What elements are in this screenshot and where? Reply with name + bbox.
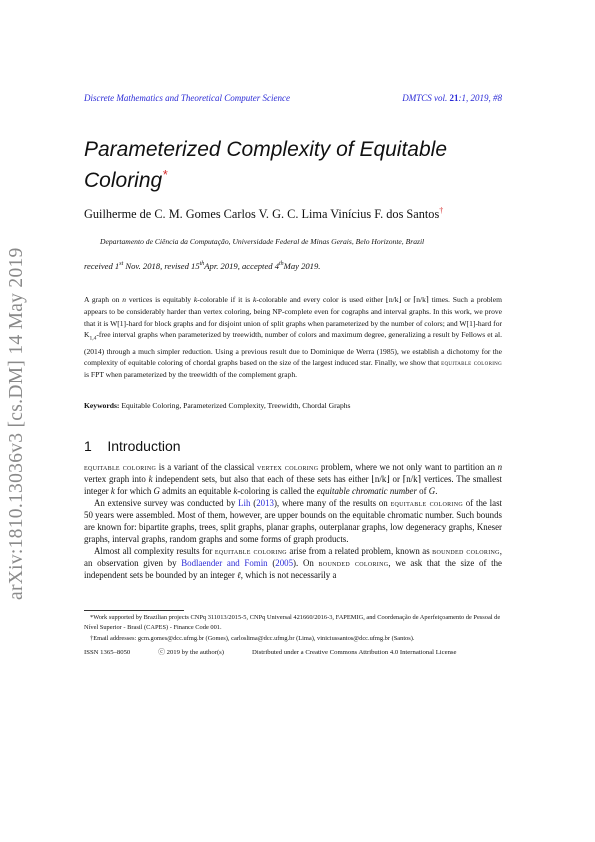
- intro-paragraph-3: Almost all complexity results for equitable coloring arise from a related problem, known as bounded coloring, an observation given by Bodlaender and Fomin (2005). On bounded coloring, we ask that the size of the independent sets be bounded by an integer ℓ, which is not necessarily a: [84, 546, 502, 580]
- title-footnote-mark[interactable]: *: [162, 167, 168, 182]
- footnotes: [84, 613, 502, 644]
- citation-lih-year[interactable]: 2013: [256, 498, 274, 508]
- dates: received 1st Nov. 2018, revised 15thApr. 2019, accepted 4thMay 2019.: [84, 261, 321, 271]
- citation-bodlaender-fomin[interactable]: Bodlaender and Fomin: [181, 558, 268, 568]
- abstract: A graph on n vertices is equitably k-colorable if it is k-colorable and every color is used either ⌊n/k⌋ or ⌈n/k⌉ times. Such a problem appears to be considerably harder than vertex coloring, being NP-complete even for cographs and interval graphs. In this work, we prove that it is W[1]-hard for block graphs and for disjoint union of split graphs when parameterized by the number of colors; and W[1]-hard for $K_{1,4}$-free interval graphs when parameterized by treewidth, number of colors and maximum degree, generalizing a result by Fellows et al. (2014) through a much simpler reduction. Using a previous result due to Dominique de Werra (1985), we establish a dichotomy for the complexity of equitable coloring of chordal graphs based on the size of the largest induced star. Finally, we show that equitable coloring is FPT when parameterized by the treewidth of the complement graph.: [84, 295, 502, 380]
- author-footnote-mark[interactable]: †: [439, 206, 444, 215]
- keywords: Keywords: Equitable Coloring, Parameterized Complexity, Treewidth, Chordal Graphs: [84, 401, 351, 410]
- paper-title: Parameterized Complexity of Equitable Coloring*: [84, 138, 448, 192]
- intro-paragraph-2: An extensive survey was conducted by Lih (2013), where many of the results on equitable coloring of the last 50 years were assembled. Most of them, however, are upper bounds on the equitable chromatic number. Such bounds are known for: bipartite graphs, trees, split graphs, planar graphs, outerplanar graphs, low degeneracy graphs, Kneser graphs, interval graphs, random graphs and some forms of graph products.: [84, 498, 503, 544]
- footnote-funding: *Work supported by Brazilian projects CNPq 311013/2015-5, CNPq Universal 421660/2016-3, FAPEMIG, and Coordenação de Aperfeiçoamento de Pessoal de Nível Superior - Brasil (CAPES) - Finance Code 001.: [84, 614, 501, 632]
- journal-name[interactable]: Discrete Mathematics and Theoretical Computer Science: [84, 93, 291, 103]
- section-heading: 1 Introduction: [84, 438, 181, 454]
- journal-volume[interactable]: DMTCS vol. 21:1, 2019, #8: [402, 93, 502, 103]
- arxiv-stamp: arXiv:1810.13036v3 [cs.DM] 14 May 2019: [6, 247, 27, 600]
- citation-lih[interactable]: Lih: [238, 498, 251, 508]
- issn-line: ISSN 1365–8050 ⓒ 2019 by the author(s) Distributed under a Creative Commons Attribution 4.0 International License: [84, 649, 457, 656]
- footnote-rule: [84, 610, 184, 611]
- footnote-emails: †Email addresses: gcm.gomes@dcc.ufmg.br (Gomes), carloslima@dcc.ufmg.br (Lima), viniciussantos@dcc.ufmg.br (Santos).: [90, 634, 415, 642]
- affiliation: Departamento de Ciência da Computação, Universidade Federal de Minas Gerais, Belo Horizonte, Brazil: [100, 237, 425, 246]
- authors: Guilherme de C. M. Gomes Carlos V. G. C. Lima Vinícius F. dos Santos†: [84, 206, 444, 222]
- citation-bodlaender-fomin-year[interactable]: 2005: [275, 558, 294, 568]
- introduction-body: [84, 461, 502, 581]
- intro-paragraph-1: equitable coloring is a variant of the classical vertex coloring problem, where we not only want to partition an n vertex graph into k independent sets, but also that each of these sets has either ⌊n/k⌋ or ⌈n/k⌉ vertices. The smallest integer k for which G admits an equitable k-coloring is called the equitable chromatic number of G.: [84, 462, 503, 496]
